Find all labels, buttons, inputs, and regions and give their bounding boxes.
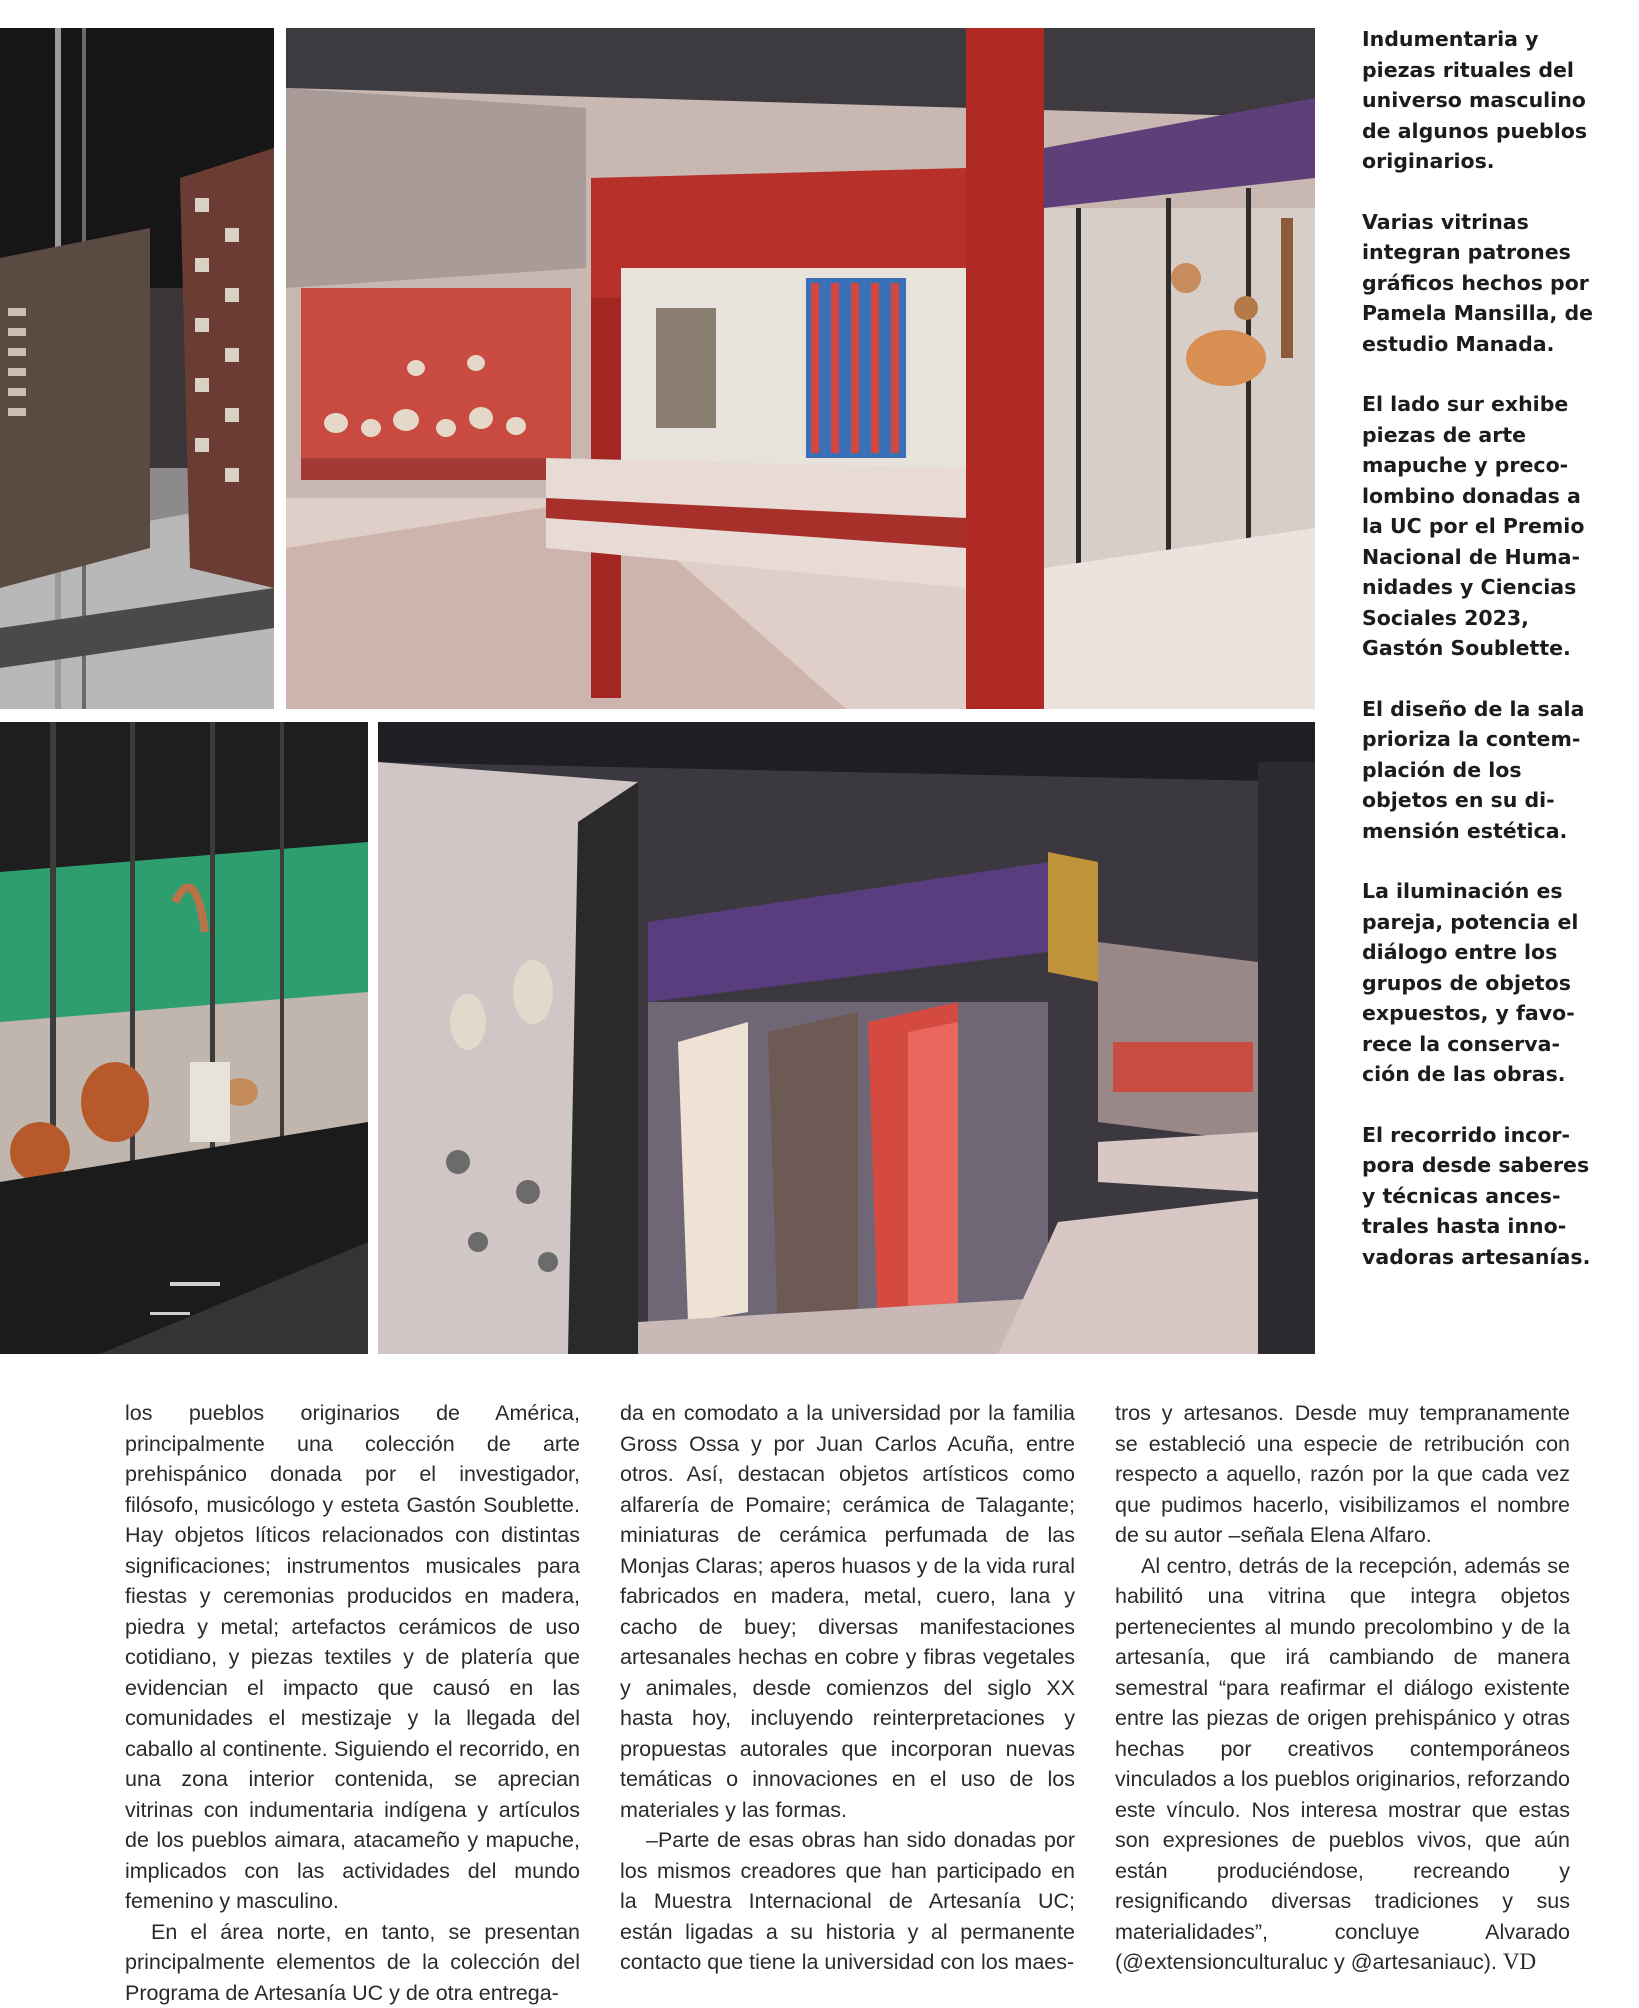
article-column-2 — [620, 1398, 1075, 1978]
paragraph: En el área norte, en tanto, se presentan principalmente elementos de la colección del Programa de Artesanía UC y de otra entrega- — [125, 1917, 580, 2008]
paragraph — [1115, 1551, 1570, 1978]
paragraph: los pueblos originarios de América, principalmente una colección de arte prehispánico donada por el investigador, filósofo, musicólogo y esteta Gastón Soublette. Hay objetos líticos relacionados con distintas significaciones; instrumentos musicales para fiestas y ceremonias producidos en madera, piedra y metal; artefactos cerámicos de uso cotidiano, y piezas textiles y de platería que evidencian el impacto que causó en las comunidades el mestizaje y la llegada del caballo al continente. Siguiendo el recorrido, en una zona interior contenida, se aprecian vitrinas con indumentaria indígena y artículos de los pueblos aimara, atacameño y mapuche, implicados con las actividades del mundo femenino y masculino. — [125, 1398, 580, 1917]
photo-captions — [1362, 24, 1622, 1302]
photo-green-vitrine-ceramics — [0, 722, 368, 1354]
photo-gallery-red-column — [286, 28, 1315, 709]
author-signature: VD — [1503, 1949, 1536, 1974]
paragraph: –Parte de esas obras han sido donadas por los mismos creadores que han participado en la Muestra Internacional de Artesanía UC; están ligadas a su historia y al permanente contacto que tiene la universidad con los maes- — [620, 1825, 1075, 1978]
caption-3: El lado sur exhibe piezas de arte mapuche y preco- lombino donadas a la UC por el Premio Nacional de Huma- nidades y Ciencias Sociales 2023, Gastón Soublette. — [1362, 389, 1622, 664]
caption-4: El diseño de la sala prioriza la contem- plación de los objetos en su di- mensión estética. — [1362, 694, 1622, 847]
paragraph-text: Al centro, detrás de la recepción, además se habilitó una vitrina que integra objetos pertenecientes al mundo precolombino y de la artesanía, que irá cambiando de manera semestral “para reafirmar el diálogo existente entre las piezas de origen prehispánico y otras hechas por creativos contemporáneos vinculados a los pueblos originarios, reforzando este vínculo. Nos interesa mostrar que estas son expresiones de pueblos vivos, que aún están produciéndose, recreando y resignificando diversas tradiciones y sus materialidades”, concluye Alvarado (@extensionculturaluc y @artesaniauc). — [1115, 1554, 1570, 1975]
caption-5: La iluminación es pareja, potencia el diálogo entre los grupos de objetos expuestos, y favo- rece la conserva- ción de las obras. — [1362, 876, 1622, 1090]
article-column-3 — [1115, 1398, 1570, 1978]
paragraph: da en comodato a la universidad por la familia Gross Ossa y por Juan Carlos Acuña, entre otros. Así, destacan objetos artísticos como alfarería de Pomaire; cerámica de Talagante; miniaturas de cerámica perfumada de las Monjas Claras; aperos huasos y de la vida rural fabricados en madera, metal, cuero, lana y cacho de buey; diversas manifestaciones artesanales hechas en cobre y fibras vegetales y animales, desde comienzos del siglo XX hasta hoy, incluyendo reinterpretaciones y propuestas autorales que incorporan nuevas temáticas o innovaciones en el uso de los materiales y las formas. — [620, 1398, 1075, 1825]
caption-6: El recorrido incor- pora desde saberes y técnicas ances- trales hasta inno- vadoras artesanías. — [1362, 1120, 1622, 1273]
paragraph: tros y artesanos. Desde muy tempranamente se estableció una especie de retribución con respecto a aquello, razón por la que cada vez que pudimos hacerlo, visibilizamos el nombre de su autor –señala Elena Alfaro. — [1115, 1398, 1570, 1551]
caption-1: Indumentaria y piezas rituales del universo masculino de algunos pueblos originarios. — [1362, 24, 1622, 177]
article-column-1 — [125, 1398, 580, 2008]
caption-2: Varias vitrinas integran patrones gráficos hechos por Pamela Mansilla, de estudio Manada. — [1362, 207, 1622, 360]
photo-gallery-textiles-hall — [378, 722, 1315, 1354]
photo-textile-vitrine — [0, 28, 274, 709]
